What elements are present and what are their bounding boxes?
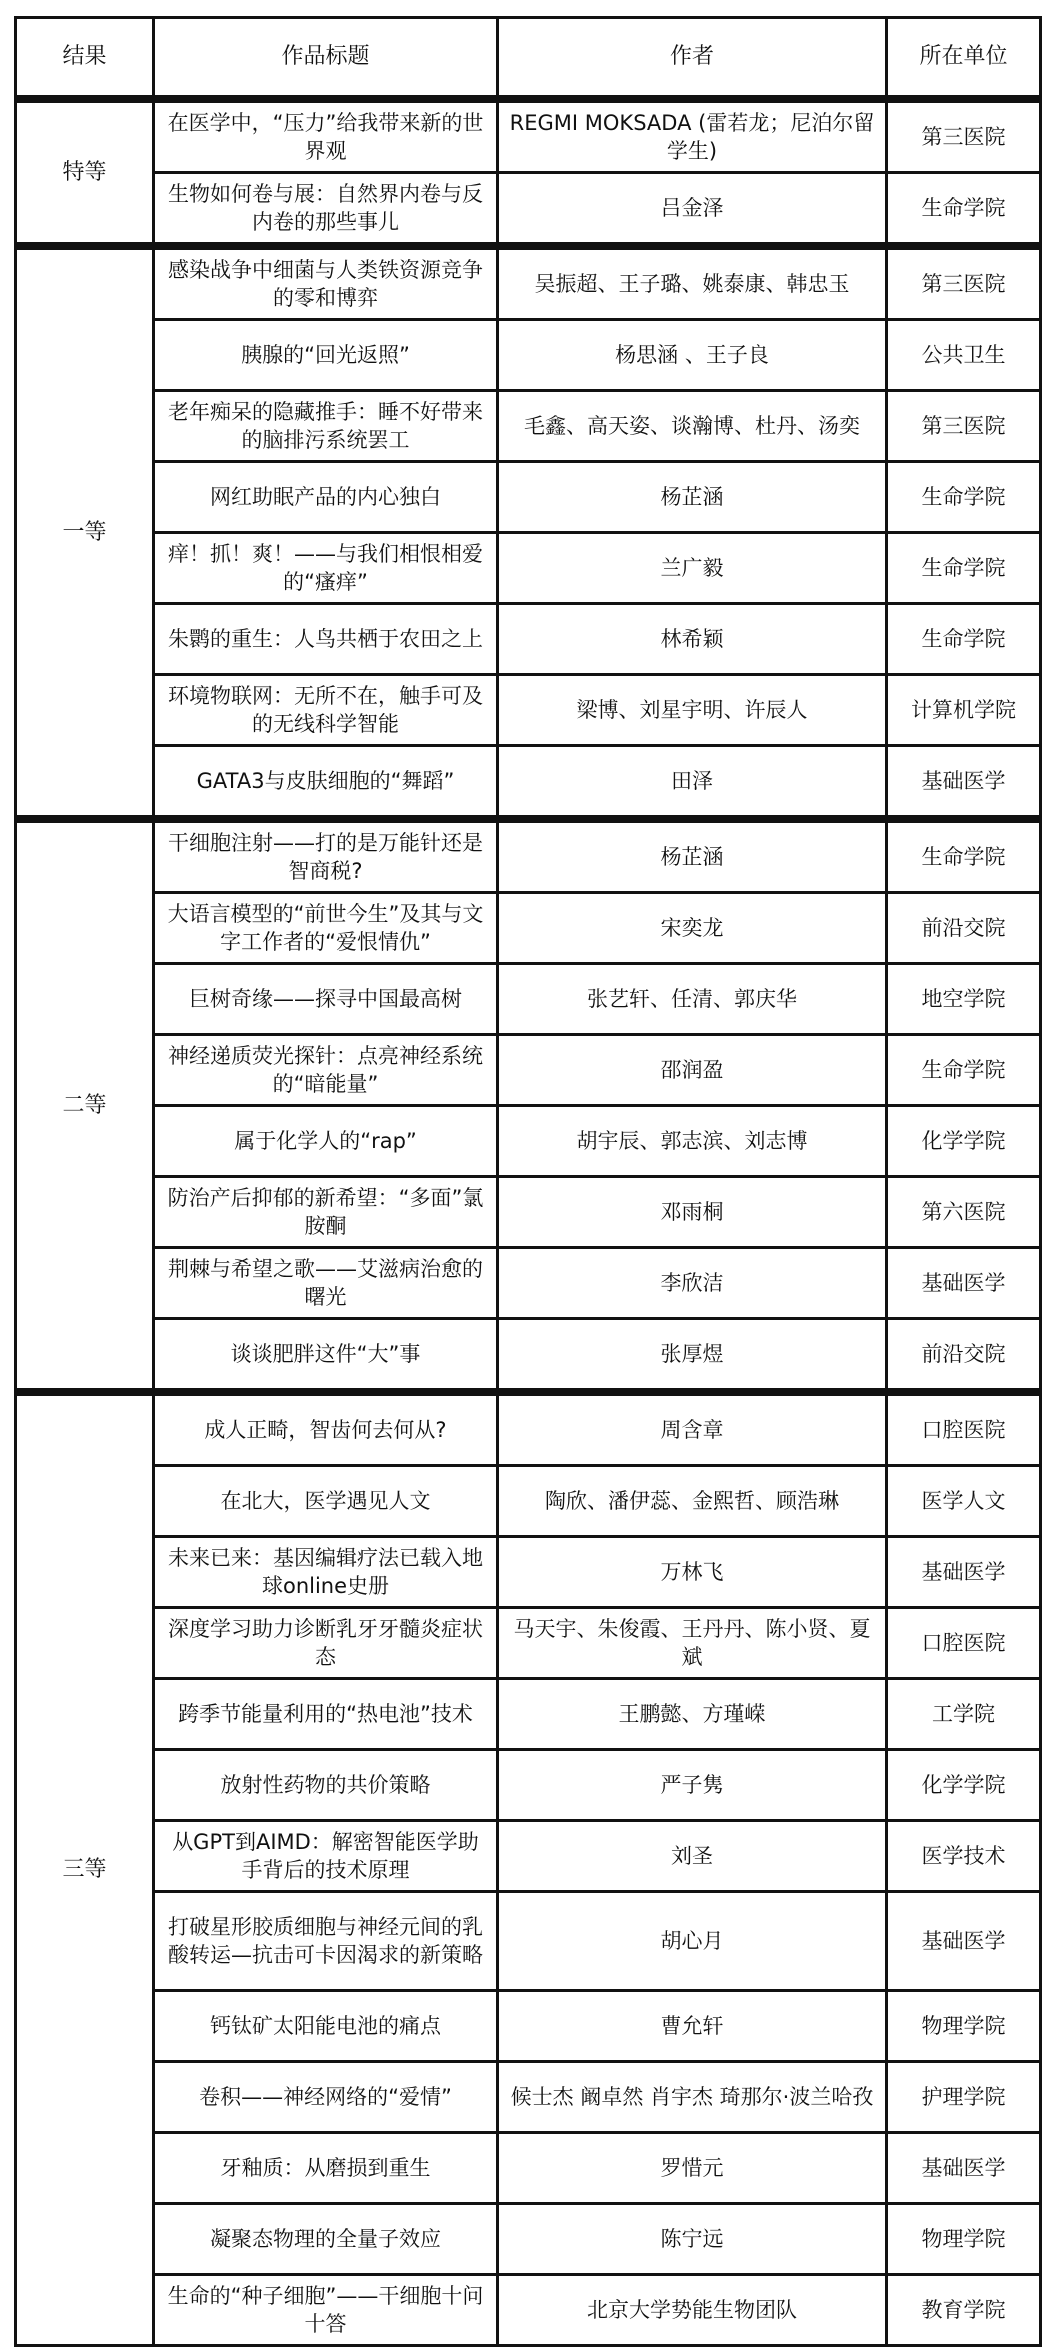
author-cell-text: 胡宇辰、郭志滨、刘志博 xyxy=(576,1129,808,1153)
work-title-cell xyxy=(154,1537,498,1608)
author-cell xyxy=(498,746,887,820)
award-level-cell: 一等 xyxy=(16,246,154,819)
author-cell xyxy=(498,173,887,247)
work-title-cell-text: 属于化学人的“rap” xyxy=(234,1129,417,1153)
work-title-cell xyxy=(154,1466,498,1537)
work-title-cell xyxy=(154,391,498,462)
unit-cell-text: 前沿交院 xyxy=(921,1342,1006,1366)
author-cell-text: 严子隽 xyxy=(660,1773,724,1797)
work-title-cell-text: GATA3与皮肤细胞的“舞蹈” xyxy=(196,769,455,793)
unit-cell xyxy=(887,320,1041,391)
unit-cell-text: 口腔医院 xyxy=(921,1631,1006,1655)
table-row xyxy=(16,1392,1041,1466)
table-row xyxy=(16,1319,1041,1393)
work-title-cell-text: 跨季节能量利用的“热电池”技术 xyxy=(178,1702,473,1726)
unit-cell-text: 公共卫生 xyxy=(921,343,1006,367)
unit-cell-text: 化学学院 xyxy=(921,1129,1006,1153)
work-title-cell xyxy=(154,675,498,746)
work-title-cell-text: 神经递质荧光探针：点亮神经系统的“暗能量” xyxy=(168,1044,483,1096)
author-cell xyxy=(498,1679,887,1750)
unit-cell xyxy=(887,746,1041,820)
author-cell-text: 吕金泽 xyxy=(660,196,724,220)
author-cell xyxy=(498,2204,887,2275)
work-title-cell-text: 胰腺的“回光返照” xyxy=(241,343,410,367)
table-row xyxy=(16,1821,1041,1892)
unit-cell-text: 生命学院 xyxy=(921,845,1006,869)
table-row xyxy=(16,1991,1041,2062)
unit-cell-text: 生命学院 xyxy=(921,196,1006,220)
unit-cell-text: 第六医院 xyxy=(921,1200,1006,1224)
unit-cell xyxy=(887,675,1041,746)
work-title-cell xyxy=(154,1177,498,1248)
author-cell xyxy=(498,2275,887,2346)
work-title-cell xyxy=(154,1392,498,1466)
header-row xyxy=(16,18,1041,100)
work-title-cell-text: 生命的“种子细胞”——干细胞十问十答 xyxy=(167,2284,484,2336)
author-cell-text: 杨芷涵 xyxy=(660,845,724,869)
unit-cell xyxy=(887,1537,1041,1608)
author-cell-text: 张艺轩、任清、郭庆华 xyxy=(587,987,797,1011)
table-row xyxy=(16,320,1041,391)
award-level-cell: 二等 xyxy=(16,819,154,1392)
work-title-cell xyxy=(154,173,498,247)
author-cell xyxy=(498,1035,887,1106)
unit-cell-text: 计算机学院 xyxy=(911,698,1016,722)
work-title-cell xyxy=(154,2133,498,2204)
unit-cell xyxy=(887,391,1041,462)
work-title-cell-text: 朱鹮的重生：人鸟共栖于农田之上 xyxy=(168,627,483,651)
work-title-cell xyxy=(154,1035,498,1106)
award-level-cell: 特等 xyxy=(16,99,154,246)
author-cell-text: 胡心月 xyxy=(660,1929,724,1953)
author-cell-text: 罗惜元 xyxy=(660,2156,724,2180)
unit-cell-text: 生命学院 xyxy=(921,1058,1006,1082)
unit-cell-text: 第三医院 xyxy=(921,414,1006,438)
unit-cell-text: 物理学院 xyxy=(921,2014,1006,2038)
author-cell-text: 北京大学势能生物团队 xyxy=(587,2298,797,2322)
author-cell-text: 林希颖 xyxy=(660,627,724,651)
unit-cell xyxy=(887,1750,1041,1821)
unit-cell-text: 第三医院 xyxy=(921,272,1006,296)
work-title-cell-text: 未来已来：基因编辑疗法已载入地球online史册 xyxy=(168,1546,483,1598)
work-title-cell-text: 从GPT到AIMD：解密智能医学助手背后的技术原理 xyxy=(172,1830,479,1882)
unit-cell-text: 基础医学 xyxy=(921,1271,1006,1295)
work-title-cell-text: 干细胞注射——打的是万能针还是智商税? xyxy=(168,831,483,883)
unit-cell xyxy=(887,1035,1041,1106)
work-title-cell-text: 在医学中，“压力”给我带来新的世界观 xyxy=(167,111,484,163)
unit-cell-text: 基础医学 xyxy=(921,1560,1006,1584)
unit-cell-text: 生命学院 xyxy=(921,485,1006,509)
table-row xyxy=(16,746,1041,820)
work-title-cell-text: 谈谈肥胖这件“大”事 xyxy=(230,1342,421,1366)
work-title-cell xyxy=(154,533,498,604)
unit-cell xyxy=(887,1248,1041,1319)
work-title-cell xyxy=(154,99,498,173)
award-level-cell: 三等 xyxy=(16,1392,154,2346)
author-cell-text: 杨芷涵 xyxy=(660,485,724,509)
unit-cell-text: 基础医学 xyxy=(921,769,1006,793)
table-body xyxy=(16,99,1041,2346)
work-title-cell-text: 成人正畸，智齿何去何从? xyxy=(204,1418,447,1442)
table-row xyxy=(16,1248,1041,1319)
work-title-cell-text: 凝聚态物理的全量子效应 xyxy=(210,2227,441,2251)
author-cell-text: 吴振超、王子璐、姚泰康、韩忠玉 xyxy=(534,272,850,296)
author-cell xyxy=(498,1991,887,2062)
table-row xyxy=(16,2062,1041,2133)
author-cell xyxy=(498,2062,887,2133)
unit-cell xyxy=(887,1106,1041,1177)
work-title-cell-text: 环境物联网：无所不在，触手可及的无线科学智能 xyxy=(168,684,483,736)
author-cell-text: 候士杰 阚卓然 肖宇杰 琦那尔·波兰哈孜 xyxy=(510,2085,874,2109)
author-cell-text: 宋奕龙 xyxy=(660,916,724,940)
unit-cell xyxy=(887,533,1041,604)
author-cell xyxy=(498,462,887,533)
work-title-cell-text: 钙钛矿太阳能电池的痛点 xyxy=(210,2014,441,2038)
author-cell-text: 田泽 xyxy=(671,769,713,793)
work-title-cell xyxy=(154,462,498,533)
unit-cell-text: 化学学院 xyxy=(921,1773,1006,1797)
author-cell xyxy=(498,1248,887,1319)
work-title-cell-text: 深度学习助力诊断乳牙牙髓炎症状态 xyxy=(168,1617,483,1669)
work-title-cell-text: 牙釉质：从磨损到重生 xyxy=(220,2156,431,2180)
table-row xyxy=(16,533,1041,604)
unit-cell xyxy=(887,604,1041,675)
author-cell xyxy=(498,1392,887,1466)
work-title-cell xyxy=(154,246,498,320)
work-title-cell xyxy=(154,819,498,893)
work-title-cell xyxy=(154,604,498,675)
author-cell-text: REGMI MOKSADA (雷若龙；尼泊尔留学生) xyxy=(509,111,875,163)
work-title-cell-text: 感染战争中细菌与人类铁资源竞争的零和博弈 xyxy=(168,258,483,310)
unit-cell-text: 基础医学 xyxy=(921,2156,1006,2180)
work-title-cell xyxy=(154,320,498,391)
work-title-cell xyxy=(154,1750,498,1821)
unit-cell xyxy=(887,1991,1041,2062)
work-title-cell-text: 生物如何卷与展：自然界内卷与反内卷的那些事儿 xyxy=(168,182,483,234)
unit-cell xyxy=(887,2133,1041,2204)
unit-cell-text: 护理学院 xyxy=(921,2085,1006,2109)
work-title-cell xyxy=(154,1892,498,1991)
author-cell xyxy=(498,1608,887,1679)
unit-cell-text: 前沿交院 xyxy=(921,916,1006,940)
author-cell-text: 兰广毅 xyxy=(660,556,724,580)
author-cell xyxy=(498,1106,887,1177)
table-row xyxy=(16,1750,1041,1821)
work-title-cell-text: 大语言模型的“前世今生”及其与文字工作者的“爱恨情仇” xyxy=(167,902,484,954)
unit-cell-text: 地空学院 xyxy=(921,987,1006,1011)
author-cell-text: 刘圣 xyxy=(671,1844,713,1868)
header-result: 结果 xyxy=(16,18,154,100)
author-cell xyxy=(498,1750,887,1821)
author-cell-text: 梁博、刘星宇明、许辰人 xyxy=(576,698,808,722)
work-title-cell xyxy=(154,1608,498,1679)
unit-cell-text: 生命学院 xyxy=(921,627,1006,651)
table-row xyxy=(16,893,1041,964)
unit-cell xyxy=(887,2062,1041,2133)
author-cell-text: 邓雨桐 xyxy=(660,1200,724,1224)
unit-cell-text: 教育学院 xyxy=(921,2298,1006,2322)
unit-cell xyxy=(887,819,1041,893)
author-cell xyxy=(498,1466,887,1537)
table-row xyxy=(16,1679,1041,1750)
author-cell xyxy=(498,893,887,964)
author-cell xyxy=(498,819,887,893)
unit-cell xyxy=(887,1608,1041,1679)
author-cell-text: 陶欣、潘伊蕊、金熙哲、顾浩琳 xyxy=(545,1489,839,1513)
table-row xyxy=(16,1608,1041,1679)
table-row xyxy=(16,2133,1041,2204)
unit-cell-text: 工学院 xyxy=(932,1702,995,1726)
unit-cell xyxy=(887,462,1041,533)
unit-cell xyxy=(887,99,1041,173)
table-row xyxy=(16,604,1041,675)
work-title-cell xyxy=(154,2275,498,2346)
table-row xyxy=(16,1537,1041,1608)
table-row xyxy=(16,1466,1041,1537)
unit-cell xyxy=(887,964,1041,1035)
table-row xyxy=(16,2204,1041,2275)
table-row xyxy=(16,246,1041,320)
work-title-cell xyxy=(154,1679,498,1750)
work-title-cell-text: 卷积——神经网络的“爱情” xyxy=(199,2085,452,2109)
unit-cell xyxy=(887,1392,1041,1466)
work-title-cell-text: 荆棘与希望之歌——艾滋病治愈的曙光 xyxy=(168,1257,483,1309)
author-cell xyxy=(498,99,887,173)
table-row xyxy=(16,99,1041,173)
work-title-cell-text: 老年痴呆的隐藏推手：睡不好带来的脑排污系统罢工 xyxy=(168,400,483,452)
author-cell xyxy=(498,2133,887,2204)
author-cell-text: 王鹏懿、方瑾嵘 xyxy=(618,1702,766,1726)
unit-cell xyxy=(887,1892,1041,1991)
work-title-cell xyxy=(154,893,498,964)
work-title-cell-text: 打破星形胶质细胞与神经元间的乳酸转运—抗击可卡因渴求的新策略 xyxy=(168,1915,483,1967)
table-row xyxy=(16,391,1041,462)
author-cell-text: 李欣洁 xyxy=(660,1271,724,1295)
author-cell-text: 毛鑫、高天姿、谈瀚博、杜丹、汤奕 xyxy=(524,414,860,438)
author-cell xyxy=(498,1177,887,1248)
table-row xyxy=(16,964,1041,1035)
table-row xyxy=(16,173,1041,247)
author-cell-text: 邵润盈 xyxy=(660,1058,724,1082)
table-row xyxy=(16,2275,1041,2346)
author-cell-text: 马天宇、朱俊霞、王丹丹、陈小贤、夏斌 xyxy=(513,1617,871,1669)
unit-cell xyxy=(887,1319,1041,1393)
work-title-cell-text: 痒！抓！爽！——与我们相恨相爱的“瘙痒” xyxy=(168,542,483,594)
author-cell xyxy=(498,964,887,1035)
work-title-cell xyxy=(154,1319,498,1393)
unit-cell xyxy=(887,893,1041,964)
author-cell xyxy=(498,1892,887,1991)
author-cell-text: 杨思涵 、王子良 xyxy=(615,343,769,367)
author-cell xyxy=(498,604,887,675)
author-cell xyxy=(498,1319,887,1393)
header-unit: 所在单位 xyxy=(887,18,1041,100)
author-cell-text: 陈宁远 xyxy=(660,2227,724,2251)
work-title-cell xyxy=(154,746,498,820)
author-cell xyxy=(498,675,887,746)
table-row xyxy=(16,462,1041,533)
work-title-cell xyxy=(154,2062,498,2133)
work-title-cell-text: 网红助眠产品的内心独白 xyxy=(210,485,441,509)
table-row xyxy=(16,819,1041,893)
unit-cell xyxy=(887,1821,1041,1892)
work-title-cell xyxy=(154,1106,498,1177)
table-row xyxy=(16,1035,1041,1106)
unit-cell xyxy=(887,2204,1041,2275)
unit-cell-text: 口腔医院 xyxy=(921,1418,1006,1442)
unit-cell-text: 医学人文 xyxy=(921,1489,1006,1513)
unit-cell-text: 物理学院 xyxy=(921,2227,1006,2251)
work-title-cell xyxy=(154,964,498,1035)
work-title-cell-text: 防治产后抑郁的新希望：“多面”氯胺酮 xyxy=(167,1186,484,1238)
unit-cell-text: 医学技术 xyxy=(921,1844,1006,1868)
author-cell-text: 张厚煜 xyxy=(660,1342,724,1366)
table-row xyxy=(16,1892,1041,1991)
unit-cell xyxy=(887,2275,1041,2346)
unit-cell xyxy=(887,246,1041,320)
author-cell xyxy=(498,1537,887,1608)
work-title-cell-text: 在北大，医学遇见人文 xyxy=(220,1489,431,1513)
unit-cell-text: 生命学院 xyxy=(921,556,1006,580)
unit-cell-text: 基础医学 xyxy=(921,1929,1006,1953)
author-cell xyxy=(498,391,887,462)
table-row xyxy=(16,1106,1041,1177)
unit-cell xyxy=(887,1466,1041,1537)
work-title-cell xyxy=(154,2204,498,2275)
work-title-cell-text: 巨树奇缘——探寻中国最高树 xyxy=(189,987,462,1011)
author-cell-text: 曹允轩 xyxy=(660,2014,724,2038)
unit-cell xyxy=(887,1679,1041,1750)
author-cell-text: 周含章 xyxy=(660,1418,724,1442)
work-title-cell xyxy=(154,1991,498,2062)
author-cell xyxy=(498,320,887,391)
header-author: 作者 xyxy=(498,18,887,100)
table-row xyxy=(16,675,1041,746)
work-title-cell xyxy=(154,1821,498,1892)
unit-cell xyxy=(887,173,1041,247)
header-title: 作品标题 xyxy=(154,18,498,100)
awards-table xyxy=(14,16,1042,2347)
unit-cell xyxy=(887,1177,1041,1248)
author-cell xyxy=(498,246,887,320)
work-title-cell xyxy=(154,1248,498,1319)
table-row xyxy=(16,1177,1041,1248)
author-cell-text: 万林飞 xyxy=(660,1560,724,1584)
author-cell xyxy=(498,1821,887,1892)
unit-cell-text: 第三医院 xyxy=(921,125,1006,149)
work-title-cell-text: 放射性药物的共价策略 xyxy=(220,1773,431,1797)
author-cell xyxy=(498,533,887,604)
